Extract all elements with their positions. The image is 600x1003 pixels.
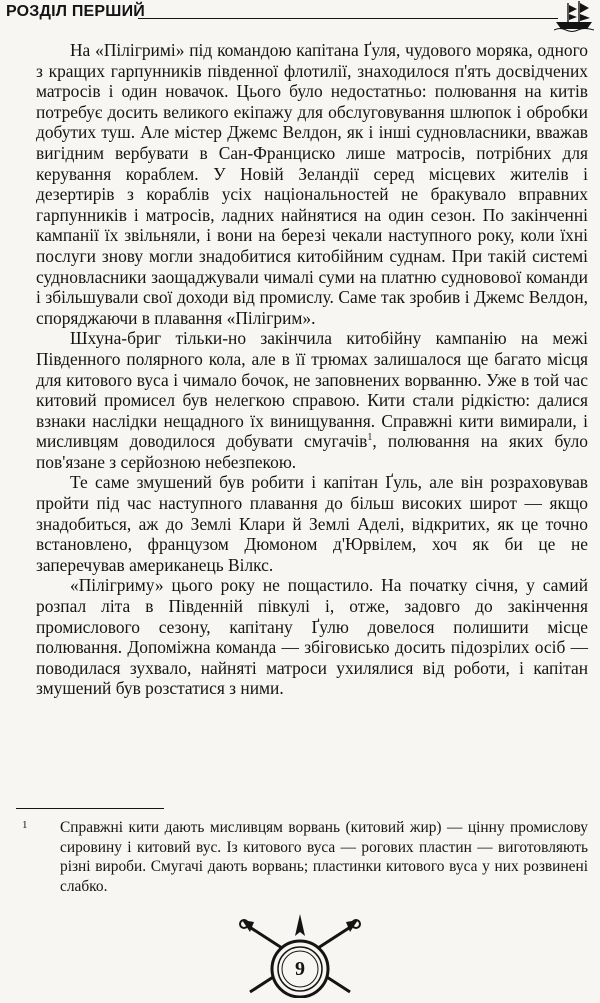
paragraph-3: Те саме змушений був робити і капітан Ґуль, але він розраховував пройти під час наступного плавання до більш високих широт — якщо знадобиться, аж до Землі Клари й Землі Аделі, відкритих, як це точно встановлено, французом Дюмоном д'Юрвілем, хоч як би це не заперечував американець Вілкс. <box>36 472 588 575</box>
ship-icon <box>554 0 594 32</box>
paragraph-4: «Пілігриму» цього року не пощастило. На початку січня, у самий розпал літа в Південній півкулі і, отже, задовго до закінчення промислового сезону, капітану Ґулю довелося полишити місце полювання. Допоміжна команда — збіговисько досить підозрілих осіб — поводилася зухвало, найняті матроси ухилялися від роботи, і капітан змушений був розстатися з ними. <box>36 575 588 699</box>
page-header <box>6 0 594 32</box>
header-rule <box>138 18 558 19</box>
footnote-mark: 1 <box>22 819 28 831</box>
paragraph-2-text: Шхуна-бриг тільки-но закінчила китобійну кампанію на межі Південного полярного кола, але в її трюмах залишалося ще багато місця для китового вуса і чимало бочок, не заповнених ворванню. Уже в той час китовий промисел був нелегкою справою. Кити стали рідкістю: далися взнаки наслідки нещадного їх винищування. Справжні кити вимирали, і мисливцям доводилося добувати смугачів <box>36 328 588 452</box>
chapter-title: РОЗДІЛ ПЕРШИЙ <box>6 3 145 20</box>
paragraph-2 <box>36 328 588 472</box>
footnote <box>22 818 588 896</box>
footnote-text: Справжні кити дають мисливцям ворвань (китовий жир) — цінну промислову сировину і китовий вус. Із китового вуса — рогових пластин — виготовляють різні вироби. Смугачі дають ворвань; пластинки китового вуса у них розвинені слабко. <box>60 819 588 895</box>
paragraph-1: На «Пілігримі» під командою капітана Ґуля, чудового моряка, одного з кращих гарпунників південної флотилії, знаходилося п'ять досвідчених матросів і один новачок. Цього було недостатньо: полювання на китів потребує досить великого екіпажу для обслуговування шлюпок і обробки добутих туш. Але містер Джемс Велдон, як і інші судновласники, вважав вигідним вербувати в Сан-Франциско лише матросів, потрібних для керування кораблем. У Новій Зеландії серед місцевих жителів і дезертирів з кораблів усіх національностей не бракувало вправних гарпунників і матросів, ладних найнятися на один сезон. По закінченні кампанії їх звільняли, і вони на березі чекали наступного року, коли їхні послуги знову могли знадобитися китобійним суднам. При такій системі судновласники заощаджували чималі суми на платню судновової команди і збільшували свої доходи від промислу. Саме так зробив і Джемс Велдон, споряджаючи в плавання «Пілігрим». <box>36 40 588 328</box>
footnote-reference: 1 <box>367 432 373 444</box>
page-number: 9 <box>295 958 305 980</box>
page-number-ornament <box>230 912 370 998</box>
footnote-divider <box>16 808 164 809</box>
body-text <box>36 40 588 699</box>
paragraph-2-tail: , полювання на яких було пов'язане з серйозною небезпекою. <box>36 431 588 472</box>
